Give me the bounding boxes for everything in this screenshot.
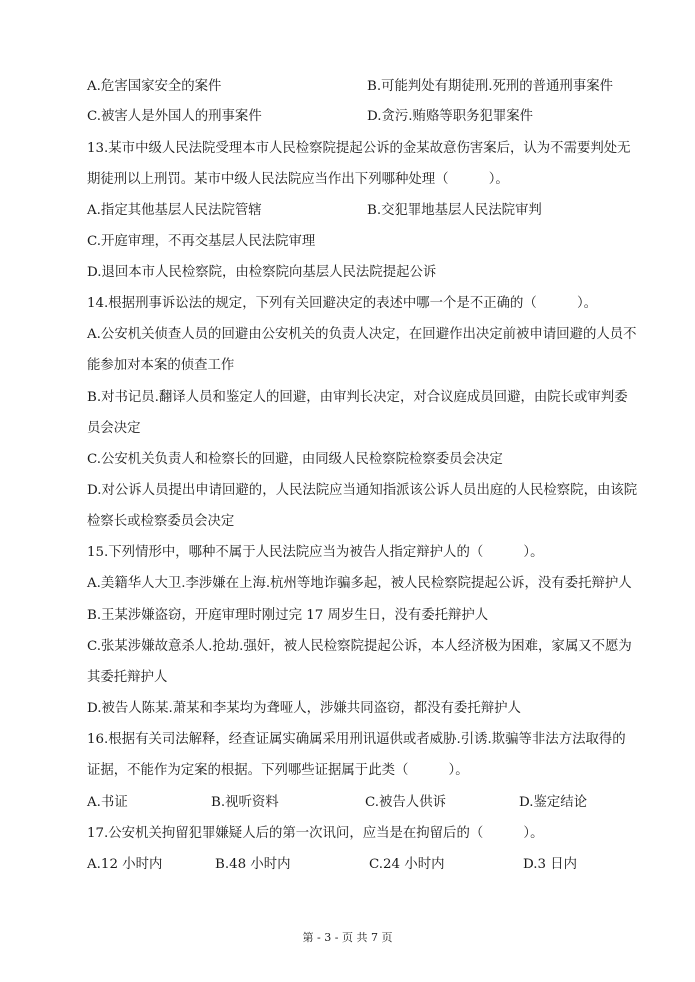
- q15-option-a: A.美籍华人大卫.李涉嫌在上海.杭州等地诈骗多起，被人民检察院提起公诉，没有委托辩护人: [87, 576, 632, 591]
- q17-option-d: D.3 日内: [523, 857, 578, 872]
- q16-option-c: C.被告人供诉: [365, 795, 446, 810]
- q17-option-b: B.48 小时内: [215, 857, 291, 872]
- q15-option-d: D.被告人陈某.萧某和李某均为聋哑人，涉嫌共同盗窃，都没有委托辩护人: [87, 701, 521, 716]
- q16-option-d: D.鉴定结论: [519, 795, 588, 810]
- q16-stem-line-1: 16.根据有关司法解释，经查证属实确属采用刑讯逼供或者威胁.引诱.欺骗等非法方法取得的: [87, 732, 626, 747]
- q13-option-a: A.指定其他基层人民法院管辖: [87, 203, 262, 218]
- q12-option-a: A.危害国家安全的案件: [87, 79, 222, 94]
- q14-option-d-line-2: 检察长或检察委员会决定: [87, 514, 235, 529]
- q13-stem-line-1: 13.某市中级人民法院受理本市人民检察院提起公诉的金某故意伤害案后，认为不需要判处无: [87, 141, 631, 156]
- q15-option-c-line-2: 其委托辩护人: [87, 670, 168, 685]
- q13-option-b: B.交犯罪地基层人民法院审判: [367, 203, 542, 218]
- q12-option-c: C.被害人是外国人的刑事案件: [87, 109, 262, 124]
- q15-option-b: B.王某涉嫌盗窃，开庭审理时刚过完 17 周岁生日，没有委托辩护人: [87, 608, 489, 623]
- q12-option-d: D.贪污.贿赂等职务犯罪案件: [367, 109, 534, 124]
- page-footer: 第 - 3 - 页 共 7 页: [302, 931, 393, 944]
- q17-option-a: A.12 小时内: [87, 857, 163, 872]
- q16-option-b: B.视听资料: [211, 795, 279, 810]
- q16-option-a: A.书证: [87, 795, 128, 810]
- q14-option-a-line-1: A.公安机关侦查人员的回避由公安机关的负责人决定，在回避作出决定前被申请回避的人员不: [87, 327, 637, 342]
- q14-option-c: C.公安机关负责人和检察长的回避，由同级人民检察院检察委员会决定: [87, 452, 503, 467]
- q12-option-b: B.可能判处有期徒刑.死刑的普通刑事案件: [367, 79, 613, 94]
- q14-option-d-line-1: D.对公诉人员提出申请回避的，人民法院应当通知指派该公诉人员出庭的人民检察院，由该院: [87, 483, 638, 498]
- q14-option-a-line-2: 能参加对本案的侦查工作: [87, 358, 235, 373]
- q14-option-b-line-1: B.对书记员.翻译人员和鉴定人的回避，由审判长决定，对合议庭成员回避，由院长或审判委: [87, 390, 628, 405]
- q17-option-c: C.24 小时内: [369, 857, 445, 872]
- q13-stem-line-2: 期徒刑以上刑罚。某市中级人民法院应当作出下列哪种处理（ ）。: [87, 172, 509, 187]
- q15-stem: 15.下列情形中，哪种不属于人民法院应当为被告人指定辩护人的（ ）。: [87, 545, 544, 560]
- q13-option-d: D.退回本市人民检察院，由检察院向基层人民法院提起公诉: [87, 265, 437, 280]
- q14-stem: 14.根据刑事诉讼法的规定，下列有关回避决定的表述中哪一个是不正确的（ ）。: [87, 296, 598, 311]
- q14-option-b-line-2: 员会决定: [87, 421, 141, 436]
- q16-stem-line-2: 证据，不能作为定案的根据。下列哪些证据属于此类（ ）。: [87, 763, 469, 778]
- q15-option-c-line-1: C.张某涉嫌故意杀人.抢劫.强奸，被人民检察院提起公诉，本人经济极为困难，家属又不愿为: [87, 639, 632, 654]
- q17-stem: 17.公安机关拘留犯罪嫌疑人后的第一次讯问，应当是在拘留后的（ ）。: [87, 826, 544, 841]
- q13-option-c: C.开庭审理，不再交基层人民法院审理: [87, 234, 316, 249]
